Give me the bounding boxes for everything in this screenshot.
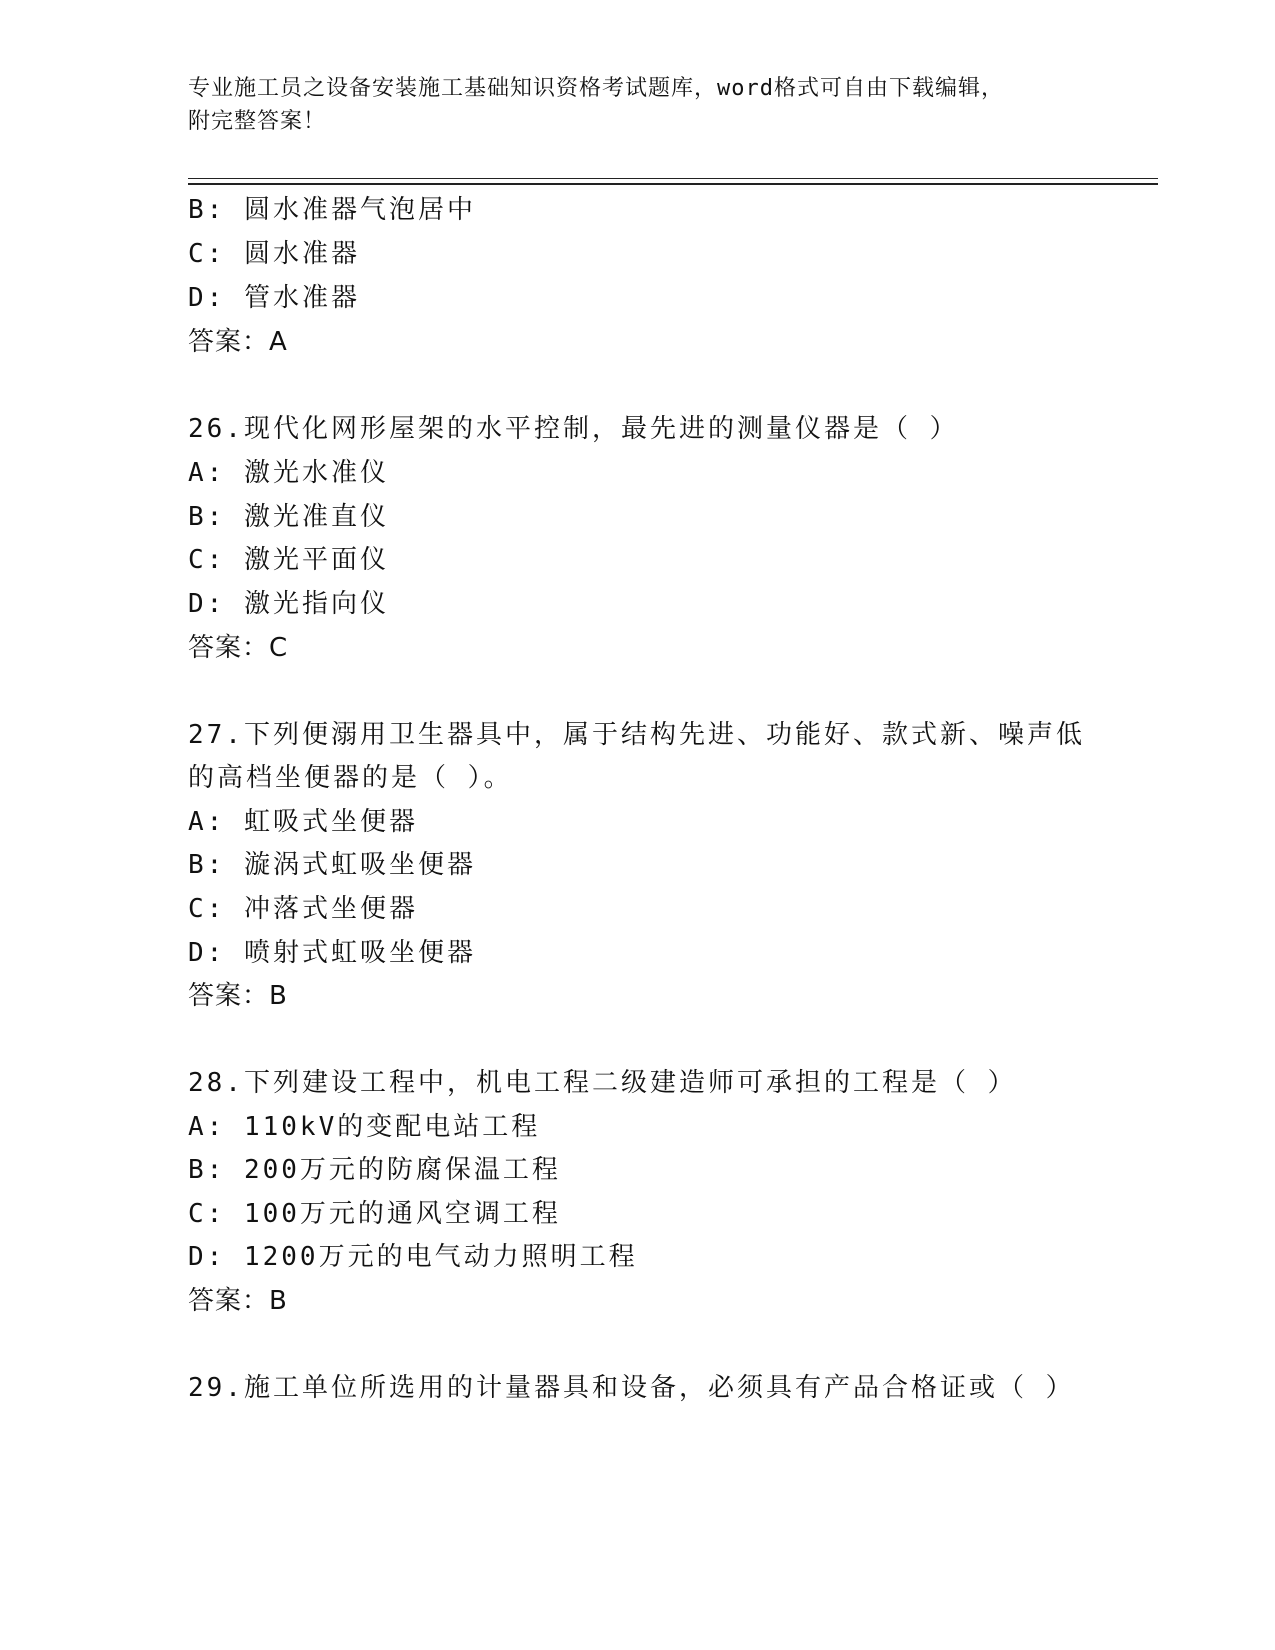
header-line-2: 附完整答案！	[188, 109, 327, 134]
q27-option-c: C: 冲落式坐便器	[188, 894, 418, 924]
q26-option-b: B: 激光准直仪	[188, 502, 389, 532]
header-divider-thin	[188, 178, 1158, 179]
header-divider-thick	[188, 183, 1158, 185]
q26-option-d: D: 激光指向仪	[188, 589, 389, 619]
q26-option-a: A: 激光水准仪	[188, 458, 389, 488]
q28-question: 28.下列建设工程中，机电工程二级建造师可承担的工程是（ ）	[188, 1068, 1017, 1098]
q26-question: 26.现代化网形屋架的水平控制，最先进的测量仪器是（ ）	[188, 414, 959, 444]
q25-option-b: B: 圆水准器气泡居中	[188, 195, 476, 225]
q27-option-b: B: 漩涡式虹吸坐便器	[188, 850, 476, 880]
q26-answer: 答案：C	[188, 633, 289, 663]
q28-option-a: A: 110kV的变配电站工程	[188, 1112, 541, 1142]
q25-option-d: D: 管水准器	[188, 283, 360, 313]
q28-option-b: B: 200万元的防腐保温工程	[188, 1155, 561, 1185]
q25-option-c: C: 圆水准器	[188, 239, 360, 269]
q27-answer: 答案：B	[188, 981, 288, 1011]
q28-answer: 答案：B	[188, 1286, 288, 1316]
document-header	[188, 72, 1088, 138]
q28-option-d: D: 1200万元的电气动力照明工程	[188, 1242, 638, 1272]
q26-option-c: C: 激光平面仪	[188, 545, 389, 575]
q29-question: 29.施工单位所选用的计量器具和设备，必须具有产品合格证或（ ）	[188, 1373, 1075, 1403]
q27-option-a: A: 虹吸式坐便器	[188, 807, 418, 837]
q27-question-line-2: 的高档坐便器的是（ ）。	[188, 763, 513, 793]
q25-answer: 答案：A	[188, 327, 288, 357]
q28-option-c: C: 100万元的通风空调工程	[188, 1199, 561, 1229]
header-line-1: 专业施工员之设备安装施工基础知识资格考试题库，word格式可自由下载编辑，	[188, 76, 1004, 101]
q27-question-line-1: 27.下列便溺用卫生器具中，属于结构先进、功能好、款式新、噪声低	[188, 720, 1085, 750]
q27-option-d: D: 喷射式虹吸坐便器	[188, 938, 476, 968]
